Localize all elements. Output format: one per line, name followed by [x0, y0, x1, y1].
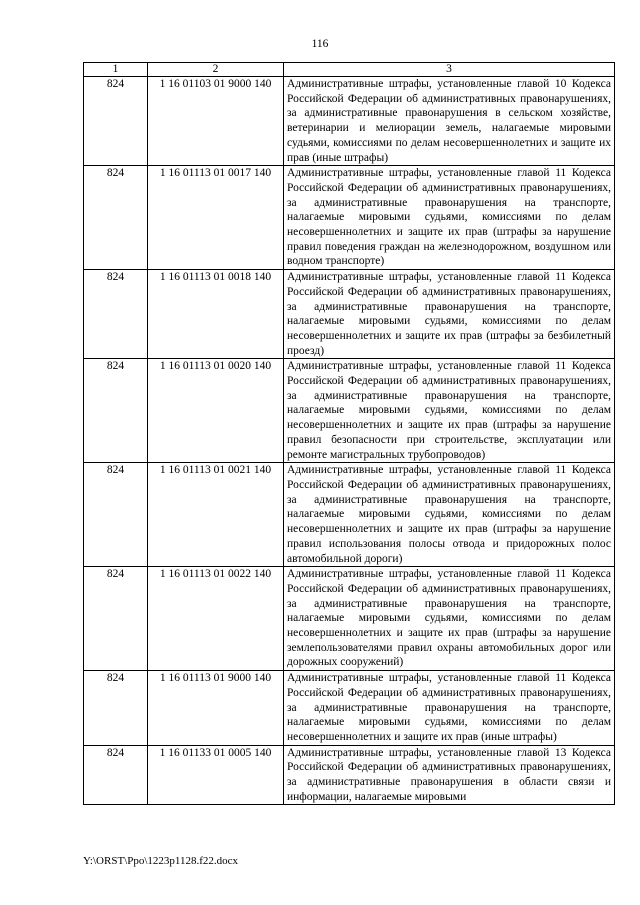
admin-code-cell: 824	[84, 359, 148, 463]
column-header: 2	[148, 63, 284, 77]
budget-code-cell: 1 16 01113 01 0018 140	[148, 270, 284, 359]
admin-code-cell: 824	[84, 463, 148, 567]
column-header: 3	[284, 63, 615, 77]
page-number: 116	[311, 38, 329, 50]
admin-code-cell: 824	[84, 166, 148, 270]
table-row	[84, 270, 615, 359]
table-row	[84, 166, 615, 270]
description-cell: Административные штрафы, установленные главой 13 Кодекса Российской Федерации об административных правонарушениях, за административные правонарушения в области связи и информации, налагаемые мировыми	[284, 745, 615, 805]
description-cell: Административные штрафы, установленные главой 11 Кодекса Российской Федерации об административных правонарушениях, за административные правонарушения на транспорте, налагаемые мировыми судьями, комиссиями по делам несовершеннолетних и защите их прав (штрафы за нарушение правил использования полосы отвода и придорожных полос автомобильной дороги)	[284, 463, 615, 567]
description-cell: Административные штрафы, установленные главой 11 Кодекса Российской Федерации об административных правонарушениях, за административные правонарушения на транспорте, налагаемые мировыми судьями, комиссиями по делам несовершеннолетних и защите их прав (иные штрафы)	[284, 671, 615, 746]
codes-table	[83, 62, 615, 805]
admin-code-cell: 824	[84, 671, 148, 746]
budget-code-cell: 1 16 01113 01 0021 140	[148, 463, 284, 567]
description-cell: Административные штрафы, установленные главой 11 Кодекса Российской Федерации об административных правонарушениях, за административные правонарушения на транспорте, налагаемые мировыми судьями, комиссиями по делам несовершеннолетних и защите их прав (штрафы за нарушение правил безопасности при строительстве, эксплуатации или ремонте магистральных трубопроводов)	[284, 359, 615, 463]
description-cell: Административные штрафы, установленные главой 11 Кодекса Российской Федерации об административных правонарушениях, за административные правонарушения на транспорте, налагаемые мировыми судьями, комиссиями по делам несовершеннолетних и защите их прав (штрафы за безбилетный проезд)	[284, 270, 615, 359]
description-cell: Административные штрафы, установленные главой 11 Кодекса Российской Федерации об административных правонарушениях, за административные правонарушения на транспорте, налагаемые мировыми судьями, комиссиями по делам несовершеннолетних и защите их прав (штрафы за нарушение правил поведения граждан на железнодорожном, воздушном или водном транспорте)	[284, 166, 615, 270]
admin-code-cell: 824	[84, 745, 148, 805]
file-path-footer: Y:\ORST\Ppo\1223p1128.f22.docx	[83, 855, 239, 867]
table-row	[84, 463, 615, 567]
description-cell: Административные штрафы, установленные главой 10 Кодекса Российской Федерации об административных правонарушениях, за административные правонарушения в сельском хозяйстве, ветеринарии и мелиорации земель, налагаемые мировыми судьями, комиссиями по делам несовершеннолетних и защите их прав (иные штрафы)	[284, 77, 615, 166]
column-header: 1	[84, 63, 148, 77]
budget-code-cell: 1 16 01103 01 9000 140	[148, 77, 284, 166]
description-cell: Административные штрафы, установленные главой 11 Кодекса Российской Федерации об административных правонарушениях, за административные правонарушения на транспорте, налагаемые мировыми судьями, комиссиями по делам несовершеннолетних и защите их прав (штрафы за нарушение землепользователями правил охраны автомобильных дорог или дорожных сооружений)	[284, 567, 615, 671]
table-row	[84, 567, 615, 671]
admin-code-cell: 824	[84, 567, 148, 671]
table-header-row	[84, 63, 615, 77]
budget-code-cell: 1 16 01113 01 0017 140	[148, 166, 284, 270]
budget-code-cell: 1 16 01113 01 0022 140	[148, 567, 284, 671]
budget-code-cell: 1 16 01113 01 9000 140	[148, 671, 284, 746]
table-row	[84, 671, 615, 746]
table-row	[84, 745, 615, 805]
admin-code-cell: 824	[84, 270, 148, 359]
table-row	[84, 359, 615, 463]
budget-code-cell: 1 16 01113 01 0020 140	[148, 359, 284, 463]
budget-code-cell: 1 16 01133 01 0005 140	[148, 745, 284, 805]
admin-code-cell: 824	[84, 77, 148, 166]
table-row	[84, 77, 615, 166]
